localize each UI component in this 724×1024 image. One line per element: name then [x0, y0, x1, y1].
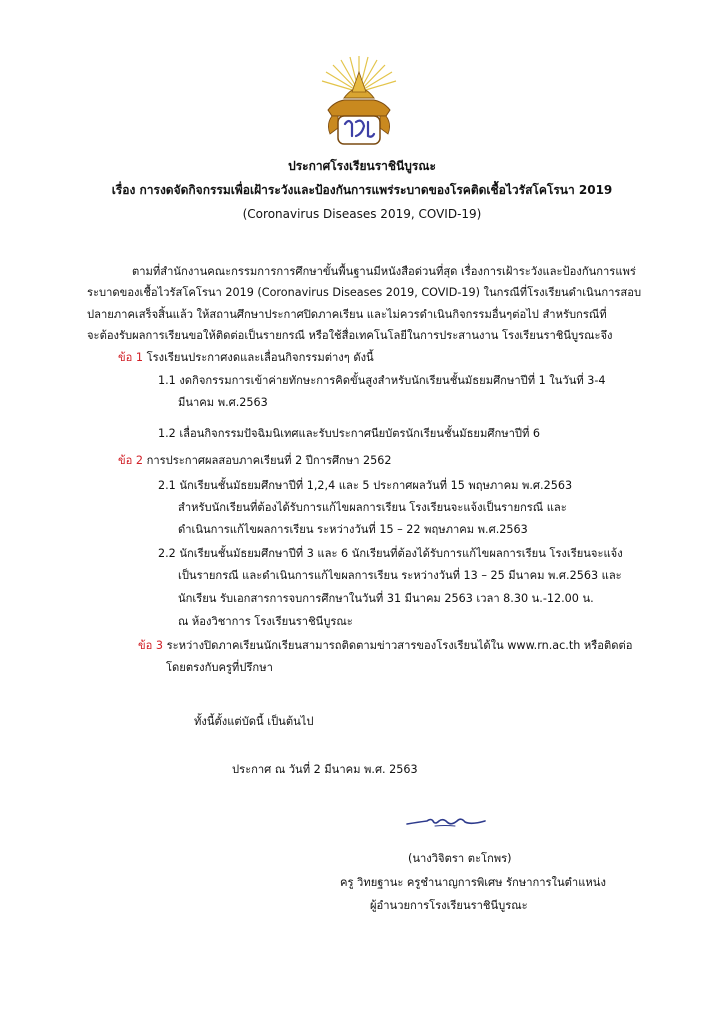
announcement-date: ประกาศ ณ วันที่ 2 มีนาคม พ.ศ. 2563 [232, 763, 418, 776]
item-1-sub-1-line-1: 1.1 งดกิจกรรมการเข้าค่ายทักษะการคิดขั้นสูงสำหรับนักเรียนชั้นมัธยมศึกษาปีที่ 1 ในวันที่ 3-4 [158, 374, 606, 387]
item-3-line-2: โดยตรงกับครูที่ปรึกษา [166, 661, 273, 674]
item-2 [118, 453, 392, 469]
item-2-sub-1-line-1: 2.1 นักเรียนชั้นมัธยมศึกษาปีที่ 1,2,4 และ 5 ประกาศผลวันที่ 15 พฤษภาคม พ.ศ.2563 [158, 479, 573, 492]
item-1-sub-2: 1.2 เลื่อนกิจกรรมปัจฉิมนิเทศและรับประกาศนียบัตรนักเรียนชั้นมัธยมศึกษาปีที่ 6 [158, 427, 541, 440]
signature [405, 812, 487, 832]
item-1-text: โรงเรียนประกาศงดและเลื่อนกิจกรรมต่างๆ ดังนี้ [146, 351, 374, 364]
item-2-sub-1-line-2: สำหรับนักเรียนที่ต้องได้รับการแก้ไขผลการเรียน โรงเรียนจะแจ้งเป็นรายกรณี และ [178, 501, 567, 514]
item-3 [138, 638, 633, 654]
heading-subject: เรื่อง การงดจัดกิจกรรมเพื่อเฝ้าระวังและป้องกันการแพร่ระบาดของโรคติดเชื้อไวรัสโคโรนา 2019 [111, 183, 613, 197]
heading-subtitle: (Coronavirus Diseases 2019, COVID-19) [242, 207, 482, 221]
item-3-text: ระหว่างปิดภาคเรียนนักเรียนสามารถติดตามข่าวสารของโรงเรียนได้ใน www.rn.ac.th หรือติดต่อ [166, 639, 633, 652]
signer-title: ผู้อำนวยการโรงเรียนราชินีบูรณะ [370, 899, 528, 912]
intro-line-4: จะต้องรับผลการเรียนขอให้ติดต่อเป็นรายกรณี หรือใช้สื่อเทคโนโลยีในการประสานงาน โรงเรียนราชินีบูรณะจึง [87, 329, 613, 342]
closing-text: ทั้งนี้ตั้งแต่บัดนี้ เป็นต้นไป [194, 715, 314, 728]
item-2-text: การประกาศผลสอบภาคเรียนที่ 2 ปีการศึกษา 2562 [146, 454, 392, 467]
signer-position: ครู วิทยฐานะ ครูชำนาญการพิเศษ รักษาการในตำแหน่ง [340, 876, 606, 889]
item-1-sub-1-line-2: มีนาคม พ.ศ.2563 [178, 396, 268, 409]
intro-line-3: ปลายภาคเสร็จสิ้นแล้ว ให้สถานศึกษาประกาศปิดภาคเรียน และไม่ควรดำเนินกิจกรรมอื่นๆต่อไป สำหรับกรณีที่ [87, 308, 607, 321]
item-2-sub-2-line-3: นักเรียน รับเอกสารการจบการศึกษาในวันที่ 31 มีนาคม 2563 เวลา 8.30 น.-12.00 น. [178, 592, 594, 605]
intro-line-2: ระบาดของเชื้อไวรัสโคโรนา 2019 (Coronavirus Diseases 2019, COVID-19) ในกรณีที่โรงเรียนดำเนินการสอบ [87, 286, 642, 299]
item-2-sub-2-line-1: 2.2 นักเรียนชั้นมัธยมศึกษาปีที่ 3 และ 6 นักเรียนที่ต้องได้รับการแก้ไขผลการเรียน โรงเรียนจะแจ้ง [158, 547, 623, 560]
item-1-label: ข้อ 1 [118, 351, 144, 364]
item-2-sub-2-line-4: ณ ห้องวิชาการ โรงเรียนราชินีบูรณะ [178, 615, 353, 628]
item-3-label: ข้อ 3 [138, 639, 164, 652]
heading-announcement: ประกาศโรงเรียนราชินีบูรณะ [288, 159, 436, 173]
signer-name: (นางวิจิตรา ตะโกพร) [408, 852, 512, 865]
item-2-sub-2-line-2: เป็นรายกรณี และดำเนินการแก้ไขผลการเรียน ระหว่างวันที่ 13 – 25 มีนาคม พ.ศ.2563 และ [178, 569, 622, 582]
item-2-sub-1-line-3: ดำเนินการแก้ไขผลการเรียน ระหว่างวันที่ 15 – 22 พฤษภาคม พ.ศ.2563 [178, 523, 528, 536]
intro-line-1: ตามที่สำนักงานคณะกรรมการการศึกษาขั้นพื้นฐานมีหนังสือด่วนที่สุด เรื่องการเฝ้าระวังและป้องกันการแพร่ [132, 265, 636, 278]
item-2-label: ข้อ 2 [118, 454, 144, 467]
school-emblem [316, 52, 402, 148]
item-1 [118, 350, 374, 366]
